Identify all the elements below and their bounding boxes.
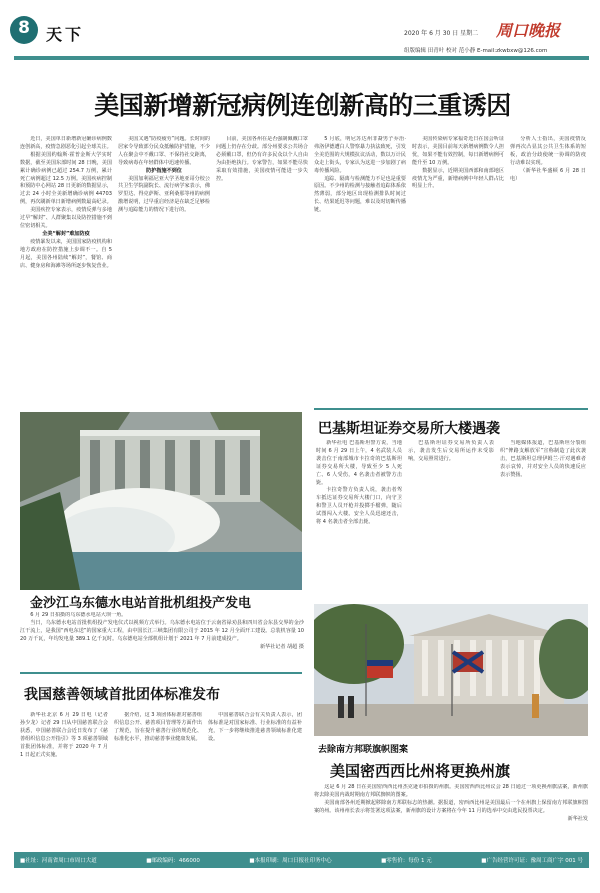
pak-headline: 巴基斯坦证券交易所大楼遇袭 [318, 421, 500, 437]
charity-headline: 我国慈善领域首批团体标准发布 [24, 687, 220, 703]
dam-text: 6 月 29 日拍摄的乌东德水电站大坝一角。 当日，乌东德水电站首批机组投产发电仪式以视频方式举行。乌东德水电站位于云南省禄劝县和四川省会东县交界的金沙江干流上，是我国“西电东送”的国家重大工程，由中国长江三峡集团有限公司于 2015 年 12 月全面开工建设。总装机容量 1020 万千瓦，年均发电量 389.1 亿千瓦时。乌东德电站全部机组计划于 2021 年 7 月前建成投产。 新华社记者 胡超 摄 [20, 612, 304, 650]
main-col-4: 5 月底，明尼苏达州非裔男子乔治·弗洛伊德遭白人警察暴力执法致死，引发全美范围的大规模抗议活动，数以万计民众走上街头，专家认为这进一步加剧了病毒传播风险。 追踪、隔离与检测能力不足也是重要原因。不少州的检测与接触者追踪体系依然薄弱，部分地区出现检测排队时间过长、结果延迟等问题，难以及时切断传播链。 [314, 136, 406, 214]
pak-col-2: 巴基斯坦证券交易所负责人表示，袭击发生后交易所运作未受影响，交易照常进行。 [408, 440, 494, 462]
main-col-2: 美国又遇“防疫疲劳”问题。长时间的居家令导致部分民众抵触防护措施，不少人在聚会中不戴口罩、不保持社交距离，导致病毒在年轻群体中迅速传播。 防护指施不到位 美国加利福尼亚大学圣地亚哥分校公共卫生学院副院长、流行病学家表示，佛罗里达、得克萨斯、亚利桑那等州的病例激增说明，过早重启经济是在缺乏足够检测与追踪能力的情况下进行的。 [118, 136, 210, 214]
page-number: 8 [18, 18, 30, 38]
pak-col-3: 当地媒体报道，巴基斯坦分裂组织“俾路支解放军”宣称制造了此次袭击，巴基斯坦总理伊姆兰·汗对遇难者表示哀悼，并对安全人员的快速反应表示赞扬。 [500, 440, 586, 478]
mississippi-photo [314, 604, 588, 736]
dam-credit: 新华社记者 胡超 摄 [260, 643, 304, 650]
mississippi-photo-caption: 去除南方邦联旗帜图案 [318, 745, 409, 755]
footer-license: ■广告经营许可证：豫周工商广字 001 号 [481, 858, 583, 864]
charity-col-1: 新华社北京 6 月 29 日电（记者 孙少龙）记者 29 日从中国慈善联合会获悉，中国慈善联合会近日发布了《慈善组织信息公开指引》等 3 项慈善领域首批团体标准，并将于 2020 年 7 月 1 日起正式实施。 [20, 712, 108, 758]
main-col-1: 近日，美国单日新增新冠确诊病例数连创新高，疫情急剧恶化引起全球关注。 根据美国约翰斯·霍普金斯大学实时数据，截至美国东部时间 28 日晚，美国累计确诊病例已超过 254.7 万例，累计死亡病例超过 12.5 万例。美国疾病控制和预防中心网站 28 日更新的数据显示，过去 24 小时全美新增确诊病例 44703 例，再次刷新单日新增病例数最高纪录。 美国疾控专家表示，疫情反弹与多地过早“解封”、人群聚集以及防控措施不到位密切相关。 全美“解封”难加防疫 疫情暴发以来，美国国家防疫机构和地方政府在防控措施上步调不一。自 5 月起，美国各州陆续“解封”，餐馆、商店、健身房和海滩等场所逐步恢复营业。 [20, 136, 112, 269]
newspaper-logo: 周口晚报 [496, 21, 561, 40]
section-title: 天下 [46, 25, 85, 44]
footer-printer: ■本报印刷：周口日报社印务中心 [249, 858, 332, 864]
footer-address: ■社址：河南省周口市周口大道 [20, 858, 97, 864]
main-subhead-2: 防护指施不到位 [146, 167, 182, 174]
main-col-3: 目前，美国各州在是否强制佩戴口罩问题上仍存在分歧。部分州要求公共场合必须戴口罩，但仍有许多民众以个人自由为由拒绝执行。专家警告，如果不能尽快采取有效措施，美国疫情可能进一步失控。 [216, 136, 308, 182]
charity-header-bar [20, 672, 302, 674]
dam-caption: 金沙江乌东德水电站首批机组投产发电 [30, 596, 252, 611]
editor-info: 组版编辑 田青叶 校对 范小静 E-mail:zkwbxw@126.com [404, 48, 548, 54]
mississippi-credit: 新华社发 [567, 815, 588, 822]
footer-bar [14, 852, 589, 868]
pak-col-1: 新华社电 巴基斯坦警方说，当地时间 6 月 29 日上午，4 名武装人员袭击位于南部城市卡拉奇的巴基斯坦证券交易所大楼，导致至少 5 人死亡、6 人受伤，4 名袭击者被警方击毙。 卡拉奇警方负责人说，袭击者驾车抵达证券交易所大楼门口，向守卫和警卫人员开枪并投掷手榴弹，随后试图闯入大楼。安全人员迅速还击，将 4 名袭击者全部击毙。 [316, 440, 402, 526]
dam-photo [20, 412, 302, 590]
mississippi-headline: 美国密西西比州将更换州旗 [330, 762, 511, 780]
charity-col-3: 中国慈善联合会有关负责人表示，团体标准是对国家标准、行业标准的有益补充，下一步将继续推进慈善领域标准化建设。 [208, 712, 302, 742]
footer-postcode: ■邮政编码：466000 [146, 858, 200, 864]
charity-col-2: 据介绍，这 3 项团体标准对慈善组织信息公开、慈善项目管理等方面作出了规范，旨在提升慈善行业的规范化、标准化水平，推动慈善事业健康发展。 [114, 712, 202, 742]
mississippi-text: 这是 6 月 28 日在美国密西西比州杰克逊市拍摄的州旗。美国密西西比州议会 28 日通过一项更换州旗法案，新州旗将去除美国内战时期南方邦联旗帜的图案。 美国南部各州近期掀起移除南方邦联标志的热潮。据报道，密西西比州是美国最后一个在州旗上保留南方邦联旗帜图案的州。该州州长表示将签署这项法案，新州旗的设计方案将在今年 11 月的选举中交由选民投票决定。 新华社发 [314, 784, 588, 822]
main-subhead-1: 全美“解封”难加防疫 [42, 230, 90, 237]
pak-header-bar [314, 408, 588, 410]
header-rule [14, 56, 589, 60]
main-col-5: 美国传染病专家福奇近日在国会听证时表示，美国目前每天新增病例数令人担忧，如果不能有效控制，每日新增病例可能升至 10 万例。 数据显示，近期美国西部和南部地区疫情尤为严重，新增病例中年轻人群占比明显上升。 [412, 136, 504, 190]
publish-date: 2020 年 6 月 30 日 星期二 [404, 30, 479, 37]
main-col-6: 分析人士指出，美国疫情反弹再次凸显其公共卫生体系的短板，政治分歧使统一协调的防疫行动难以实现。 （新华社华盛顿 6 月 28 日电） [510, 136, 586, 182]
main-headline: 美国新增新冠病例连创新高的三重诱因 [94, 91, 511, 120]
footer-price: ■零售价：每份 1 元 [381, 858, 432, 864]
